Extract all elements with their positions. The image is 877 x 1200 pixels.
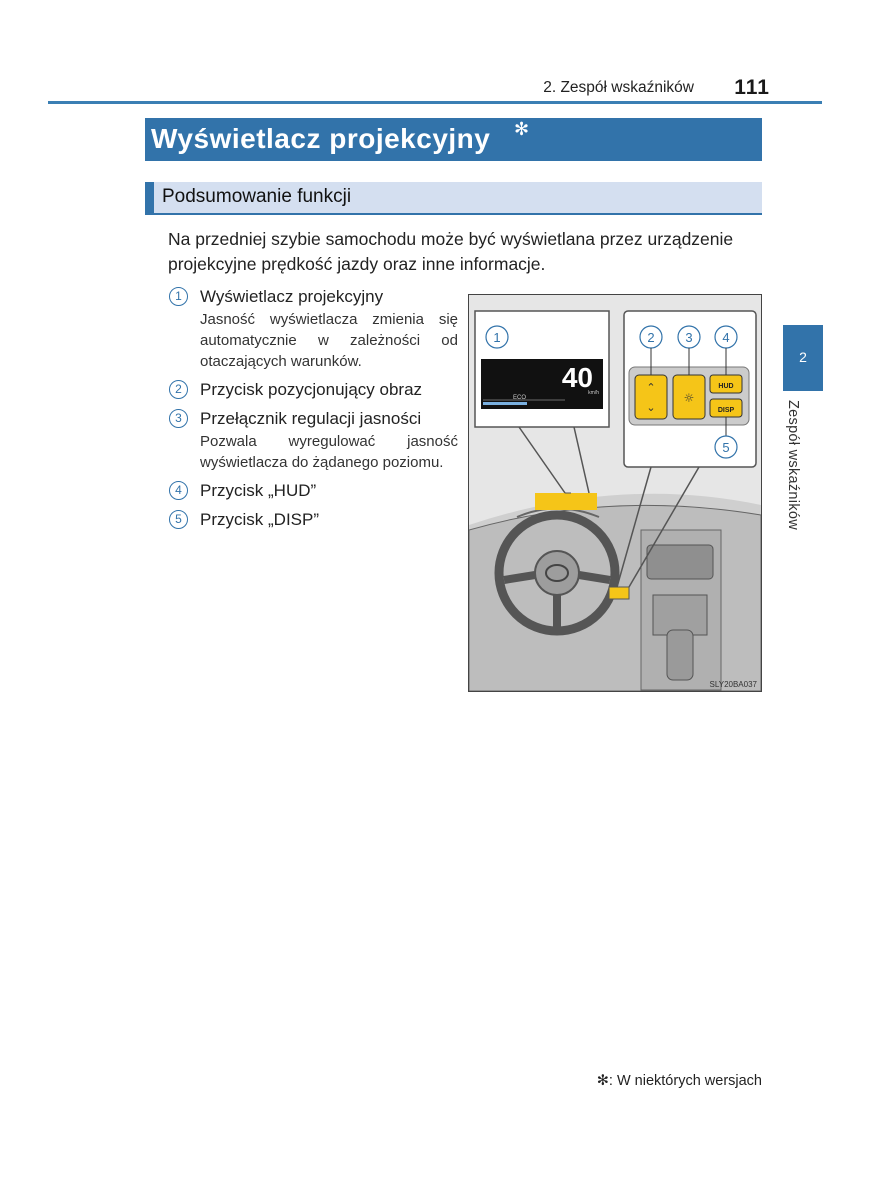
list-item [168,509,458,531]
item-description: Pozwala wyregulować jasność wyświetlacza do żądanego poziomu. [200,433,458,471]
title-marker: ✻ [514,119,530,139]
callout-1: 1 [493,330,501,345]
list-item [168,408,458,473]
svg-text:⌃: ⌃ [646,381,656,394]
disp-button-label: DISP [717,407,735,414]
svg-text:☼: ☼ [683,391,695,405]
svg-text:⌄: ⌄ [646,401,656,414]
item-number: 5 [169,510,188,529]
item-number: 4 [169,481,188,500]
item-label: Przycisk „DISP” [200,510,319,529]
footnote: ✻: W niektórych wersjach [596,1073,762,1089]
hud-speed-unit: km/h [588,390,599,396]
page-header [48,76,822,104]
item-label: Przycisk „HUD” [200,481,317,500]
item-label: Przełącznik regulacji jasności [200,409,422,428]
item-number: 1 [169,287,188,306]
callout-4: 4 [722,330,730,345]
hud-projection-area [535,493,597,510]
header-rule [48,101,822,104]
list-item [168,480,458,502]
chapter-label: Zespół wskaźników [785,400,801,531]
item-number: 3 [169,409,188,428]
callout-3: 3 [685,330,693,345]
hud-eco-label: ECO [513,395,527,401]
item-description: Jasność wyświetlacza zmienia się automatycznie w zależności od otaczających warunków. [200,311,458,370]
section-title: Wyświetlacz projekcyjny [151,123,491,154]
page-number: 111 [734,76,770,99]
item-number: 2 [169,380,188,399]
chapter-number: 2 [799,349,807,365]
button-cluster-location [609,587,629,599]
item-label: Przycisk pozycjonujący obraz [200,380,423,399]
section-title-bar [145,118,762,161]
callout-5: 5 [722,440,730,455]
subsection-accent [145,182,154,213]
hud-button-label: HUD [718,383,734,390]
feature-list [168,286,458,538]
list-item [168,286,458,372]
subsection-bar [145,182,762,215]
header-section: 2. Zespół wskaźników [543,79,694,96]
intro-paragraph: Na przedniej szybie samochodu może być wyświetlana przez urządzenie projekcyjne prędkość jazdy oraz inne informacje. [168,229,734,274]
dashboard-illustration [468,294,762,692]
figure-code: SLY20BA037 [709,680,757,689]
chapter-tab [783,325,823,391]
item-label: Wyświetlacz projekcyjny [200,287,384,306]
callout-2: 2 [647,330,655,345]
hud-speed: 40 [561,362,593,393]
subsection-title: Podsumowanie funkcji [162,186,352,207]
list-item [168,379,458,401]
